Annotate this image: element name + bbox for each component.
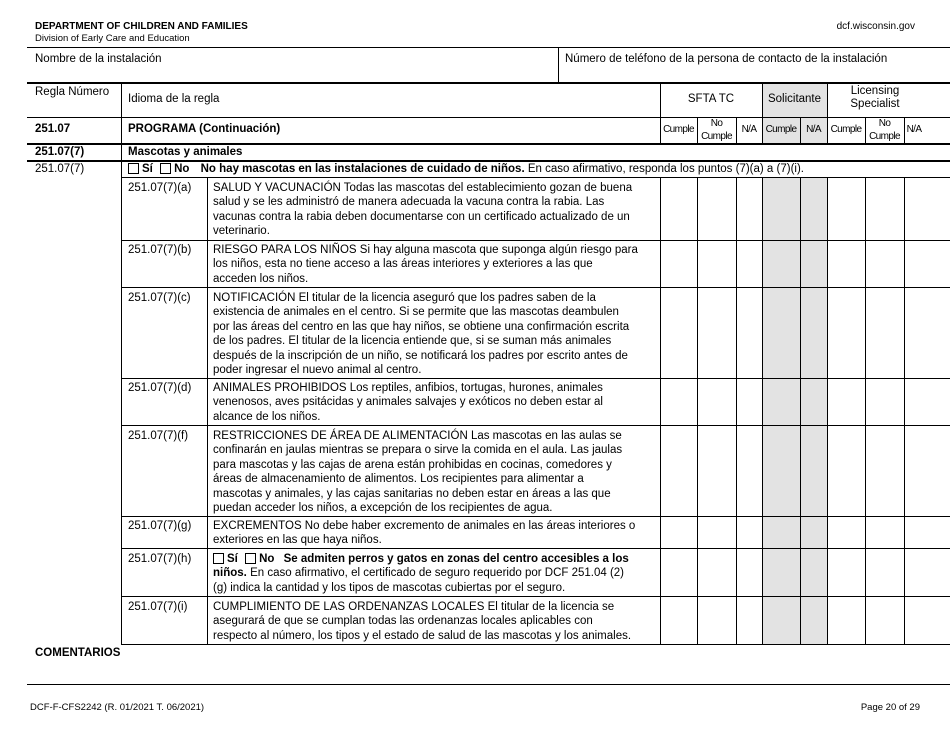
question-si-label: Sí [142,163,153,175]
rule-h-text: Sí No Se admiten perros y gatos en zonas del centro accesibles a los niños. En caso afirmativo, el certificado de seguro requerido por DCF 251.04 (2) (g) indica la cantidad y los tipos de mascotas cubiertas por el seguro. [213,553,629,594]
sfta-no-cumple: No Cumple [701,118,732,142]
rule-b-text: RIESGO PARA LOS NIÑOS Si hay alguna mascota que suponga algún riesgo para los niños, esta no tiene acceso a las áreas interiores y exteriores a las que acceden los niños. [213,244,638,285]
rule-d-text: ANIMALES PROHIBIDOS Los reptiles, anfibios, tortugas, hurones, animales venenosos, aves psitácidas y animales salvajes y exóticos no deben estar al alcance de los niños. [213,382,603,423]
rule-a-text: SALUD Y VACUNACIÓN Todas las mascotas del establecimiento gozan de buena salud y se les administró de manera adecuada la vacuna contra la rabia. Las vacunas contra la rabia deben documentarse con un certificado actualizado de un veterinario. [213,182,633,238]
subsection-title: Mascotas y animales [128,146,243,158]
question-rule-number: 251.07(7) [35,163,85,175]
comments-field[interactable] [27,662,950,684]
rule-h-no-checkbox[interactable] [245,553,256,564]
comments-bottom-rule [27,684,950,685]
comments-label: COMENTARIOS [35,647,121,659]
applicant-cumple: Cumple [765,124,797,135]
question-si-checkbox[interactable] [128,163,139,174]
ls-na: N/A [906,124,922,135]
applicant-na: N/A [806,124,821,135]
question-no-label: No [174,163,190,175]
rule-number-header: Regla Número [35,86,110,98]
question-plain-text: En caso afirmativo, responda los puntos (7)(a) a (7)(i). [527,163,804,175]
rule-column-divider [121,144,122,645]
rule-f-text: RESTRICCIONES DE ÁREA DE ALIMENTACIÓN Las mascotas en las aulas se confinarán en jaulas mientras se prepara o sirve la comida en el aula. Las jaulas para mascotas y las cajas de arena están prohibidas en cocinas, comedores y áreas de almacenamiento de alimentos. Los recipientes para alimentar a mascotas y animales, y las cajas sanitarias no deben estar en áreas a las que puedan acceder los niños, a excepción de los recipientes de agua. [213,430,623,515]
sfta-cumple: Cumple [663,124,694,135]
question-no-checkbox[interactable] [160,163,171,174]
sfta-tc-header: SFTA TC [687,93,735,105]
rule-i-number: 251.07(7)(i) [128,601,188,613]
applicant-column-shade [762,178,827,645]
website-url: dcf.wisconsin.gov [836,21,915,32]
section-number: 251.07 [35,123,71,135]
question-bold-text: No hay mascotas en las instalaciones de cuidado de niños. [200,163,525,175]
department-name: DEPARTMENT OF CHILDREN AND FAMILIES [35,21,248,32]
facility-name-label: Nombre de la instalación [35,53,162,65]
applicant-header: Solicitante [767,93,822,105]
rule-h-number: 251.07(7)(h) [128,553,192,565]
facility-divider [558,47,559,83]
form-id: DCF-F-CFS2242 (R. 01/2021 T. 06/2021) [30,702,205,713]
rule-c-text: NOTIFICACIÓN El titular de la licencia aseguró que los padres saben de la existencia de animales en el centro. Si se permite que las mascotas deambulen por las áreas del centro en las que hay niños, se obtiene una confirmación escrita de los padres. El titular de la licencia entiende que, si se suman más animales después de la inscripción de un niño, se notificará los padres por escrito antes de poder ingresar el nuevo animal al centro. [213,292,630,377]
ls-cumple: Cumple [830,124,862,135]
rule-g-text: EXCREMENTOS No debe haber excremento de animales en las áreas interiores o exteriores en las que haya niños. [213,520,636,547]
rule-a-number: 251.07(7)(a) [128,182,192,194]
rule-c-number: 251.07(7)(c) [128,292,191,304]
rule-g-number: 251.07(7)(g) [128,520,192,532]
sfta-na: N/A [741,124,757,135]
rule-h-si-checkbox[interactable] [213,553,224,564]
rule-f-number: 251.07(7)(f) [128,430,189,442]
facility-phone-label: Número de teléfono de la persona de contacto de la instalación [565,53,888,65]
ls-no-cumple: No Cumple [869,118,900,142]
rule-i-text: CUMPLIMIENTO DE LAS ORDENANZAS LOCALES El titular de la licencia se asegurará de que se cumplan todas las ordenanzas locales aplicables con respecto al número, los tipos y el estado de salud de las mascotas y los animales. [213,601,632,642]
section-title: PROGRAMA (Continuación) [128,123,281,135]
rule-d-number: 251.07(7)(d) [128,382,192,394]
rule-language-header: Idioma de la regla [128,93,220,105]
rule-b-number: 251.07(7)(b) [128,244,192,256]
facility-top-rule [27,47,950,48]
licensing-specialist-header: Licensing Specialist [850,85,900,110]
question-text [128,162,804,176]
division-name: Division of Early Care and Education [35,33,190,44]
subsection-number: 251.07(7) [35,146,85,158]
page-number: Page 20 of 29 [860,702,920,713]
